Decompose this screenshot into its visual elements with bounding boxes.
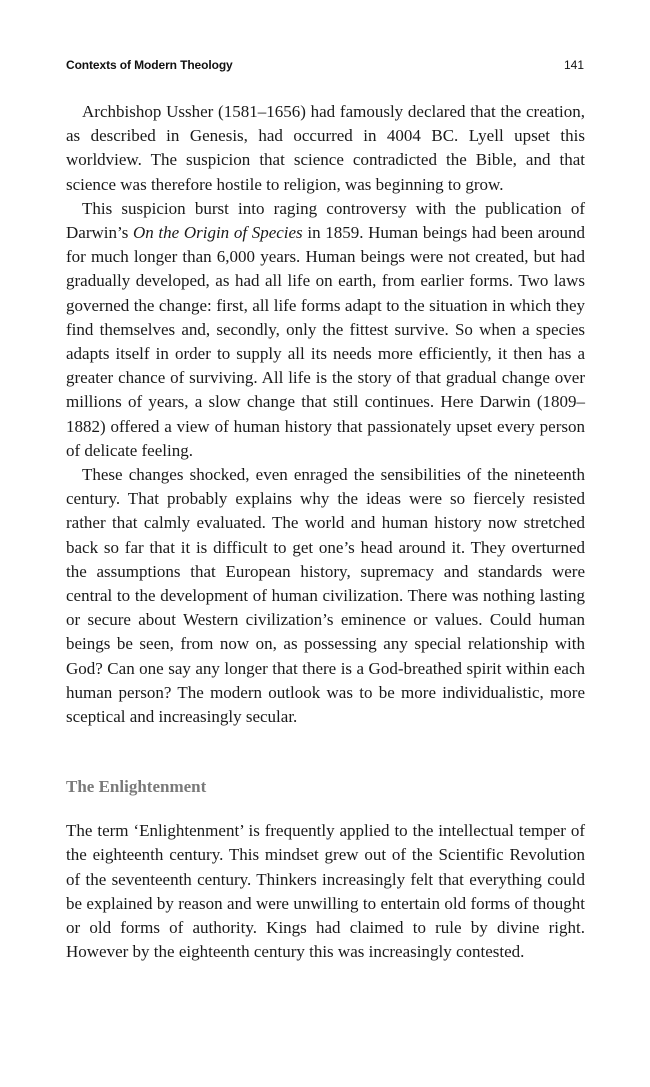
paragraph-darwin-before: This suspicion burst into raging controversy with the publication of Darwin’s [66, 198, 585, 243]
paragraph-ussher: Archbishop Ussher (1581–1656) had famously declared that the creation, as described in Genesis, had occurred in 4004 BC. Lyell upset this worldview. The suspicion that science contradicted the Bible, and that science was therefore hostile to religion, was beginning to grow. [66, 102, 585, 194]
paragraph-darwin [66, 197, 585, 463]
running-head [66, 58, 585, 78]
book-title-origin-of-species: On the Origin of Species [132, 223, 303, 243]
paragraph-darwin-after: in 1859. Human beings had been around for much longer than 6,000 years. Human beings were not created, but had gradually developed, as had all life on earth, from earlier forms. Two laws governed the change: first, all life forms adapt to the situation in which they find themselves and, secondly, only the fittest survive. So when a species adapts itself in order to supply all its needs more efficiently, it then has a greater chance of surviving. All life is the story of that gradual change over millions of years, a slow change that still continues. Here Darwin (1809–1882) offered a view of human history that passionately upset every person of delicate feeling. [66, 223, 585, 460]
paragraph-changes: These changes shocked, even enraged the sensibilities of the nineteenth century. That probably explains why the ideas were so fiercely resisted rather that calmly evaluated. The world and human history now stretched back so far that it is difficult to get one’s head around it. They overturned the assumptions that European history, supremacy and standards were central to the development of human civilization. There was nothing lasting or secure about Western civilization’s eminence or values. Could human beings be seen, from now on, as possessing any special relationship with God? Can one say any longer that there is a God-breathed spirit within each human person? The modern outlook was to be more individualistic, more sceptical and increasingly secular. [66, 465, 585, 727]
section-text [66, 819, 585, 964]
paragraph-enlightenment: The term ‘Enlightenment’ is frequently applied to the intellectual temper of the eighteenth century. This mindset grew out of the Scientific Revolution of the seventeenth century. Thinkers increasingly felt that everything could be explained by reason and were unwilling to entertain old forms of thought or old forms of authority. Kings had claimed to rule by divine right. However by the eighteenth century this was increasingly contested. [66, 821, 585, 962]
section-heading: The Enlightenment [66, 777, 207, 797]
running-title: Contexts of Modern Theology [66, 58, 233, 72]
body-text [66, 100, 585, 729]
book-page [66, 58, 585, 965]
page-number: 141 [563, 58, 584, 72]
